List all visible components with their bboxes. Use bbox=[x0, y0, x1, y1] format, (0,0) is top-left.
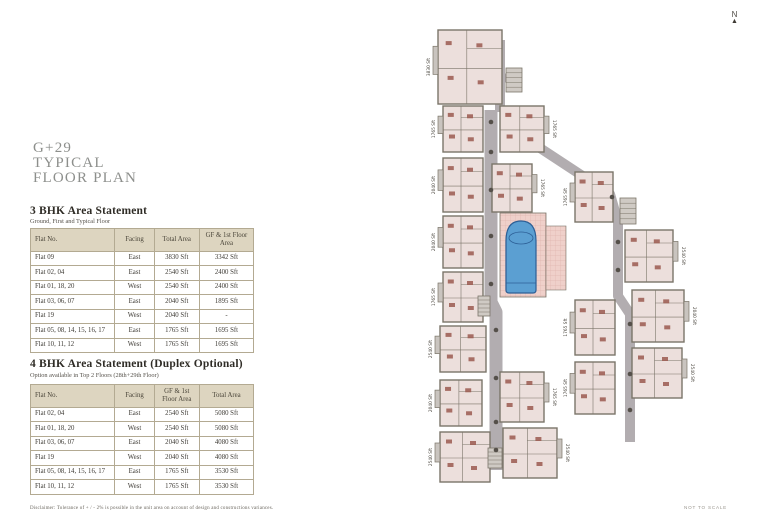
furniture-icon bbox=[600, 337, 606, 341]
bhk3-subheading: Ground, First and Typical Floor bbox=[30, 218, 111, 225]
table-cell: East bbox=[115, 407, 154, 421]
furniture-icon bbox=[448, 113, 454, 117]
apartment-cluster bbox=[428, 432, 490, 482]
furniture-icon bbox=[638, 356, 644, 360]
furniture-icon bbox=[581, 203, 587, 207]
balcony bbox=[544, 383, 549, 402]
table-cell: 2540 Sft bbox=[154, 266, 199, 280]
stair-core bbox=[506, 68, 522, 92]
balcony bbox=[570, 373, 575, 393]
furniture-icon bbox=[478, 80, 484, 84]
column-header: Total Area bbox=[154, 229, 199, 252]
lift-icon bbox=[628, 372, 633, 377]
balcony bbox=[682, 359, 687, 378]
column-header: GF & 1st Floor Area bbox=[154, 385, 199, 408]
furniture-icon bbox=[467, 225, 473, 229]
furniture-icon bbox=[448, 166, 454, 170]
furniture-icon bbox=[527, 137, 533, 141]
table-cell: East bbox=[115, 266, 154, 280]
lift-icon bbox=[616, 240, 621, 245]
table-cell: Flat 02, 04 bbox=[31, 266, 115, 280]
table-cell: Flat 19 bbox=[31, 451, 115, 465]
table-cell: Flat 10, 11, 12 bbox=[31, 338, 115, 352]
apartment-cluster bbox=[431, 158, 483, 212]
furniture-icon bbox=[448, 76, 454, 80]
apartment-cluster bbox=[431, 106, 483, 152]
disclaimer-text: Disclaimer: Tolerance of + / - 2% is possible in the unit area on account of design and constructions variances. bbox=[30, 506, 274, 511]
apartment-cluster bbox=[632, 348, 695, 398]
table-cell: West bbox=[115, 451, 154, 465]
area-dimension-label: 1765 Sft bbox=[539, 178, 544, 198]
table-cell: 2040 Sft bbox=[154, 451, 199, 465]
furniture-icon bbox=[511, 459, 517, 463]
table-cell: 4080 Sft bbox=[200, 436, 254, 450]
table-cell: 1895 Sft bbox=[199, 295, 253, 309]
table-cell: 2400 Sft bbox=[199, 266, 253, 280]
furniture-icon bbox=[448, 280, 454, 284]
balcony bbox=[433, 46, 438, 74]
furniture-icon bbox=[526, 114, 532, 118]
lift-icon bbox=[489, 188, 494, 193]
lift-icon bbox=[494, 328, 499, 333]
area-dimension-label: 2040 Sft bbox=[691, 306, 696, 326]
table-cell: East bbox=[115, 436, 154, 450]
furniture-icon bbox=[466, 411, 472, 415]
furniture-icon bbox=[468, 137, 474, 141]
furniture-icon bbox=[476, 43, 482, 47]
furniture-icon bbox=[599, 206, 605, 210]
table-cell: Flat 01, 18, 20 bbox=[31, 422, 115, 436]
furniture-icon bbox=[507, 403, 513, 407]
furniture-icon bbox=[535, 437, 541, 441]
lift-icon bbox=[489, 120, 494, 125]
furniture-icon bbox=[505, 380, 511, 384]
furniture-icon bbox=[580, 370, 586, 374]
balcony bbox=[557, 439, 562, 458]
table-cell: 4080 Sft bbox=[200, 451, 254, 465]
table-cell: Flat 01, 18, 20 bbox=[31, 280, 115, 294]
balcony bbox=[570, 312, 575, 333]
table-cell: Flat 03, 06, 07 bbox=[31, 295, 115, 309]
table-cell: 1765 Sft bbox=[154, 465, 199, 479]
furniture-icon bbox=[632, 262, 638, 266]
furniture-icon bbox=[446, 409, 452, 413]
table-cell: West bbox=[115, 422, 154, 436]
apartment-cluster bbox=[563, 300, 615, 355]
table-cell: 2040 Sft bbox=[154, 309, 199, 323]
area-dimension-label: 2540 Sft bbox=[429, 447, 434, 467]
table-cell: East bbox=[115, 295, 154, 309]
furniture-icon bbox=[468, 334, 474, 338]
column-header: Flat No. bbox=[31, 229, 115, 252]
furniture-icon bbox=[599, 310, 605, 314]
apartment-cluster bbox=[426, 30, 502, 104]
stair-core bbox=[478, 296, 490, 316]
furniture-icon bbox=[631, 238, 637, 242]
apartment-cluster bbox=[500, 106, 557, 152]
balcony bbox=[673, 241, 678, 261]
table-cell: - bbox=[199, 309, 253, 323]
balcony bbox=[438, 227, 443, 247]
furniture-icon bbox=[465, 388, 471, 392]
furniture-icon bbox=[445, 387, 451, 391]
table-cell: 2040 Sft bbox=[154, 436, 199, 450]
balcony bbox=[435, 336, 440, 353]
table-cell: East bbox=[115, 324, 154, 338]
furniture-icon bbox=[581, 334, 587, 338]
balcony bbox=[438, 283, 443, 302]
area-dimension-label: 2040 Sft bbox=[432, 232, 437, 252]
furniture-icon bbox=[580, 308, 586, 312]
not-to-scale-label: NOT TO SCALE bbox=[684, 505, 728, 510]
area-dimension-label: 1765 Sft bbox=[564, 378, 569, 398]
furniture-icon bbox=[654, 239, 660, 243]
apartment-cluster bbox=[503, 428, 570, 478]
table-cell: Flat 05, 08, 14, 15, 16, 17 bbox=[31, 324, 115, 338]
table-cell: West bbox=[115, 480, 154, 494]
lift-icon bbox=[628, 408, 633, 413]
area-dimension-label: 1765 Sft bbox=[551, 119, 556, 139]
table-cell: Flat 02, 04 bbox=[31, 407, 115, 421]
lift-icon bbox=[494, 448, 499, 453]
furniture-icon bbox=[598, 181, 604, 185]
furniture-icon bbox=[526, 381, 532, 385]
bhk3-heading: 3 BHK Area Statement bbox=[30, 205, 148, 217]
furniture-icon bbox=[468, 306, 474, 310]
apartment-cluster bbox=[625, 230, 686, 282]
lift-icon bbox=[610, 195, 615, 200]
area-dimension-label: 2040 Sft bbox=[432, 175, 437, 195]
furniture-icon bbox=[509, 436, 515, 440]
north-arrow-icon: ▲ bbox=[731, 18, 738, 25]
table-cell: 2040 Sft bbox=[154, 295, 199, 309]
table-cell: 1695 Sft bbox=[199, 338, 253, 352]
furniture-icon bbox=[527, 406, 533, 410]
bhk4-subheading: Option available in Top 2 Floors (28th+29th Floor) bbox=[30, 372, 159, 379]
balcony bbox=[570, 183, 575, 202]
table-cell: 3342 Sft bbox=[199, 251, 253, 265]
furniture-icon bbox=[507, 135, 513, 139]
furniture-icon bbox=[516, 173, 522, 177]
table-cell: 3530 Sft bbox=[200, 465, 254, 479]
furniture-icon bbox=[536, 462, 542, 466]
table-cell: West bbox=[115, 338, 154, 352]
column-header: GF & 1st Floor Area bbox=[199, 229, 253, 252]
furniture-icon bbox=[640, 322, 646, 326]
table-cell: 2540 Sft bbox=[154, 407, 199, 421]
furniture-icon bbox=[599, 371, 605, 375]
apartment-cluster bbox=[563, 172, 613, 222]
furniture-icon bbox=[469, 357, 475, 361]
north-label: N bbox=[731, 10, 738, 19]
area-dimension-label: 1765 Sft bbox=[432, 119, 437, 139]
furniture-icon bbox=[468, 195, 474, 199]
table-cell: 1765 Sft bbox=[154, 324, 199, 338]
balcony bbox=[532, 175, 537, 193]
lift-icon bbox=[494, 376, 499, 381]
furniture-icon bbox=[471, 466, 477, 470]
furniture-icon bbox=[655, 265, 661, 269]
area-dimension-label: 1765 Sft bbox=[564, 318, 569, 337]
table-cell: 3530 Sft bbox=[200, 480, 254, 494]
furniture-icon bbox=[448, 224, 454, 228]
lift-icon bbox=[628, 322, 633, 327]
table-cell: Flat 10, 11, 12 bbox=[31, 480, 115, 494]
furniture-icon bbox=[449, 248, 455, 252]
amenity-deck bbox=[546, 226, 566, 290]
table-cell: Flat 19 bbox=[31, 309, 115, 323]
table-cell: West bbox=[115, 309, 154, 323]
furniture-icon bbox=[449, 303, 455, 307]
furniture-icon bbox=[517, 197, 523, 201]
apartment-cluster bbox=[632, 290, 697, 342]
table-cell: 1695 Sft bbox=[199, 324, 253, 338]
furniture-icon bbox=[638, 298, 644, 302]
apartment-cluster bbox=[492, 164, 545, 212]
table-cell: West bbox=[115, 280, 154, 294]
lift-icon bbox=[494, 420, 499, 425]
furniture-icon bbox=[449, 191, 455, 195]
table-cell: Flat 09 bbox=[31, 251, 115, 265]
furniture-icon bbox=[467, 281, 473, 285]
table-cell: 3830 Sft bbox=[154, 251, 199, 265]
page-title-line2: TYPICAL bbox=[33, 155, 105, 171]
furniture-icon bbox=[580, 180, 586, 184]
table-cell: 2400 Sft bbox=[199, 280, 253, 294]
area-dimension-label: 2540 Sft bbox=[689, 363, 694, 383]
furniture-icon bbox=[446, 440, 452, 444]
table-cell: East bbox=[115, 251, 154, 265]
stair-core bbox=[620, 198, 636, 224]
table-cell: 1765 Sft bbox=[154, 338, 199, 352]
balcony bbox=[438, 170, 443, 191]
balcony bbox=[684, 301, 689, 321]
area-dimension-label: 2540 Sft bbox=[680, 246, 685, 266]
furniture-icon bbox=[468, 251, 474, 255]
furniture-icon bbox=[467, 114, 473, 118]
furniture-icon bbox=[505, 113, 511, 117]
page-title-line3: FLOOR PLAN bbox=[33, 170, 138, 186]
area-dimension-label: 2540 Sft bbox=[564, 443, 569, 463]
table-cell: 5080 Sft bbox=[200, 407, 254, 421]
column-header: Facing bbox=[115, 229, 154, 252]
furniture-icon bbox=[470, 441, 476, 445]
furniture-icon bbox=[664, 325, 670, 329]
apartment-cluster bbox=[500, 372, 557, 422]
area-dimension-label: 1765 Sft bbox=[551, 387, 556, 407]
table-cell: Flat 05, 08, 14, 15, 16, 17 bbox=[31, 465, 115, 479]
furniture-icon bbox=[447, 355, 453, 359]
lift-icon bbox=[489, 234, 494, 239]
apartment-cluster bbox=[431, 272, 483, 322]
balcony bbox=[435, 390, 440, 407]
area-dimension-label: 3830 Sft bbox=[427, 57, 432, 77]
table-cell: 5080 Sft bbox=[200, 422, 254, 436]
area-dimension-label: 2540 Sft bbox=[429, 339, 434, 359]
furniture-icon bbox=[663, 382, 669, 386]
apartment-cluster bbox=[428, 380, 482, 426]
lift-icon bbox=[616, 268, 621, 273]
balcony bbox=[435, 443, 440, 462]
furniture-icon bbox=[581, 394, 587, 398]
column-header: Facing bbox=[115, 385, 154, 408]
apartment-cluster bbox=[428, 326, 486, 372]
furniture-icon bbox=[497, 171, 503, 175]
apartment-cluster bbox=[431, 216, 483, 268]
lift-icon bbox=[489, 282, 494, 287]
furniture-icon bbox=[449, 135, 455, 139]
furniture-icon bbox=[446, 41, 452, 45]
page-title-line1: G+29 bbox=[33, 140, 73, 156]
table-cell: Flat 03, 06, 07 bbox=[31, 436, 115, 450]
furniture-icon bbox=[498, 194, 504, 198]
balcony bbox=[544, 116, 549, 133]
area-dimension-label: 2040 Sft bbox=[429, 393, 434, 413]
table-cell: 2540 Sft bbox=[154, 422, 199, 436]
column-header: Total Area bbox=[200, 385, 254, 408]
column-header: Flat No. bbox=[31, 385, 115, 408]
furniture-icon bbox=[467, 168, 473, 172]
furniture-icon bbox=[663, 299, 669, 303]
bhk4-heading: 4 BHK Area Statement (Duplex Optional) bbox=[30, 358, 243, 370]
apartment-cluster bbox=[563, 362, 615, 414]
furniture-icon bbox=[600, 397, 606, 401]
furniture-icon bbox=[446, 333, 452, 337]
area-dimension-label: 1765 Sft bbox=[432, 287, 437, 307]
area-dimension-label: 1765 Sft bbox=[564, 187, 569, 207]
balcony bbox=[438, 116, 443, 133]
lift-icon bbox=[489, 150, 494, 155]
furniture-icon bbox=[640, 379, 646, 383]
furniture-icon bbox=[662, 357, 668, 361]
table-cell: 2540 Sft bbox=[154, 280, 199, 294]
furniture-icon bbox=[448, 463, 454, 467]
table-cell: 1765 Sft bbox=[154, 480, 199, 494]
table-cell: East bbox=[115, 465, 154, 479]
